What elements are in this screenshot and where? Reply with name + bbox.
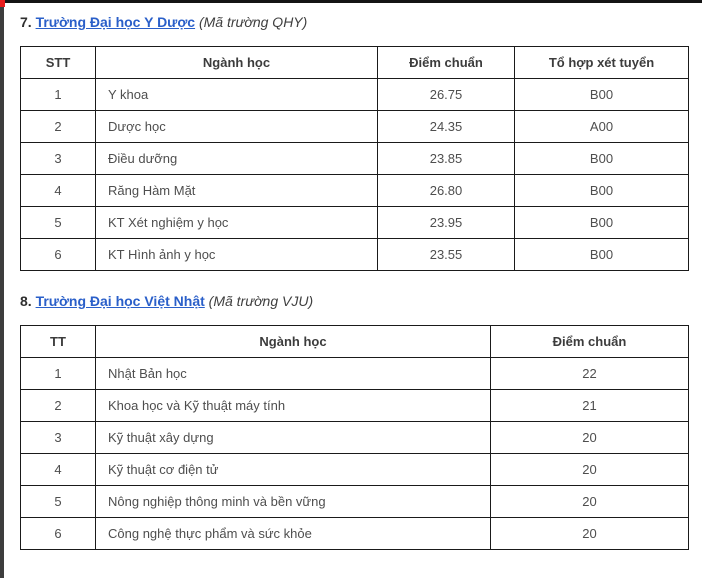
red-corner-marker bbox=[0, 0, 5, 7]
major-name-cell: Điều dưỡng bbox=[96, 143, 378, 175]
score-cell: 26.75 bbox=[378, 79, 515, 111]
ordinal-cell: 6 bbox=[21, 518, 96, 550]
table-row bbox=[21, 239, 689, 271]
section-8-school-link[interactable]: Trường Đại học Việt Nhật bbox=[35, 293, 205, 309]
table-row bbox=[21, 518, 689, 550]
table-row bbox=[21, 358, 689, 390]
table-row bbox=[21, 422, 689, 454]
score-cell: 24.35 bbox=[378, 111, 515, 143]
score-cell: B00 bbox=[515, 207, 689, 239]
major-name-cell: Kỹ thuật cơ điện tử bbox=[96, 454, 491, 486]
ordinal-cell: 4 bbox=[21, 454, 96, 486]
section-8-school-code: (Mã trường VJU) bbox=[208, 293, 314, 309]
ordinal-cell: 6 bbox=[21, 239, 96, 271]
score-cell: B00 bbox=[515, 239, 689, 271]
column-header: Điểm chuẩn bbox=[491, 326, 689, 358]
table-row bbox=[21, 111, 689, 143]
ordinal-cell: 3 bbox=[21, 143, 96, 175]
score-cell: 23.55 bbox=[378, 239, 515, 271]
score-cell: 20 bbox=[491, 486, 689, 518]
section-7-heading bbox=[20, 14, 702, 31]
score-cell: 20 bbox=[491, 454, 689, 486]
table-row bbox=[21, 390, 689, 422]
section-8-heading bbox=[20, 293, 702, 310]
major-name-cell: Kỹ thuật xây dựng bbox=[96, 422, 491, 454]
article-content bbox=[0, 3, 702, 550]
table-row bbox=[21, 175, 689, 207]
score-cell: B00 bbox=[515, 143, 689, 175]
section-7-school-code: (Mã trường QHY) bbox=[198, 14, 308, 30]
ordinal-cell: 4 bbox=[21, 175, 96, 207]
section-7-school-link[interactable]: Trường Đại học Y Dược bbox=[35, 14, 196, 30]
ordinal-cell: 3 bbox=[21, 422, 96, 454]
ordinal-cell: 5 bbox=[21, 207, 96, 239]
column-header: STT bbox=[21, 47, 96, 79]
major-name-cell: Nông nghiệp thông minh và bền vững bbox=[96, 486, 491, 518]
major-name-cell: Nhật Bản học bbox=[96, 358, 491, 390]
score-cell: B00 bbox=[515, 79, 689, 111]
score-cell: 21 bbox=[491, 390, 689, 422]
ordinal-cell: 5 bbox=[21, 486, 96, 518]
score-cell: 20 bbox=[491, 518, 689, 550]
major-name-cell: Y khoa bbox=[96, 79, 378, 111]
column-header: TT bbox=[21, 326, 96, 358]
column-header: Điểm chuẩn bbox=[378, 47, 515, 79]
score-cell: 22 bbox=[491, 358, 689, 390]
section-7-number: 7. bbox=[20, 14, 32, 30]
column-header: Ngành học bbox=[96, 326, 491, 358]
major-name-cell: Răng Hàm Mặt bbox=[96, 175, 378, 207]
major-name-cell: Công nghệ thực phẩm và sức khỏe bbox=[96, 518, 491, 550]
major-name-cell: KT Hình ảnh y học bbox=[96, 239, 378, 271]
header-row bbox=[21, 47, 689, 79]
table-row bbox=[21, 207, 689, 239]
section-8-score-table bbox=[20, 325, 689, 550]
header-row bbox=[21, 326, 689, 358]
ordinal-cell: 1 bbox=[21, 358, 96, 390]
table-row bbox=[21, 79, 689, 111]
score-cell: A00 bbox=[515, 111, 689, 143]
section-8-number: 8. bbox=[20, 293, 32, 309]
ordinal-cell: 1 bbox=[21, 79, 96, 111]
section-7-score-table bbox=[20, 46, 689, 271]
score-cell: 23.85 bbox=[378, 143, 515, 175]
major-name-cell: KT Xét nghiệm y học bbox=[96, 207, 378, 239]
column-header: Tổ hợp xét tuyển bbox=[515, 47, 689, 79]
table-row bbox=[21, 143, 689, 175]
column-header: Ngành học bbox=[96, 47, 378, 79]
major-name-cell: Khoa học và Kỹ thuật máy tính bbox=[96, 390, 491, 422]
score-cell: 20 bbox=[491, 422, 689, 454]
score-cell: 26.80 bbox=[378, 175, 515, 207]
ordinal-cell: 2 bbox=[21, 390, 96, 422]
major-name-cell: Dược học bbox=[96, 111, 378, 143]
table-row bbox=[21, 486, 689, 518]
score-cell: B00 bbox=[515, 175, 689, 207]
table-row bbox=[21, 454, 689, 486]
ordinal-cell: 2 bbox=[21, 111, 96, 143]
score-cell: 23.95 bbox=[378, 207, 515, 239]
